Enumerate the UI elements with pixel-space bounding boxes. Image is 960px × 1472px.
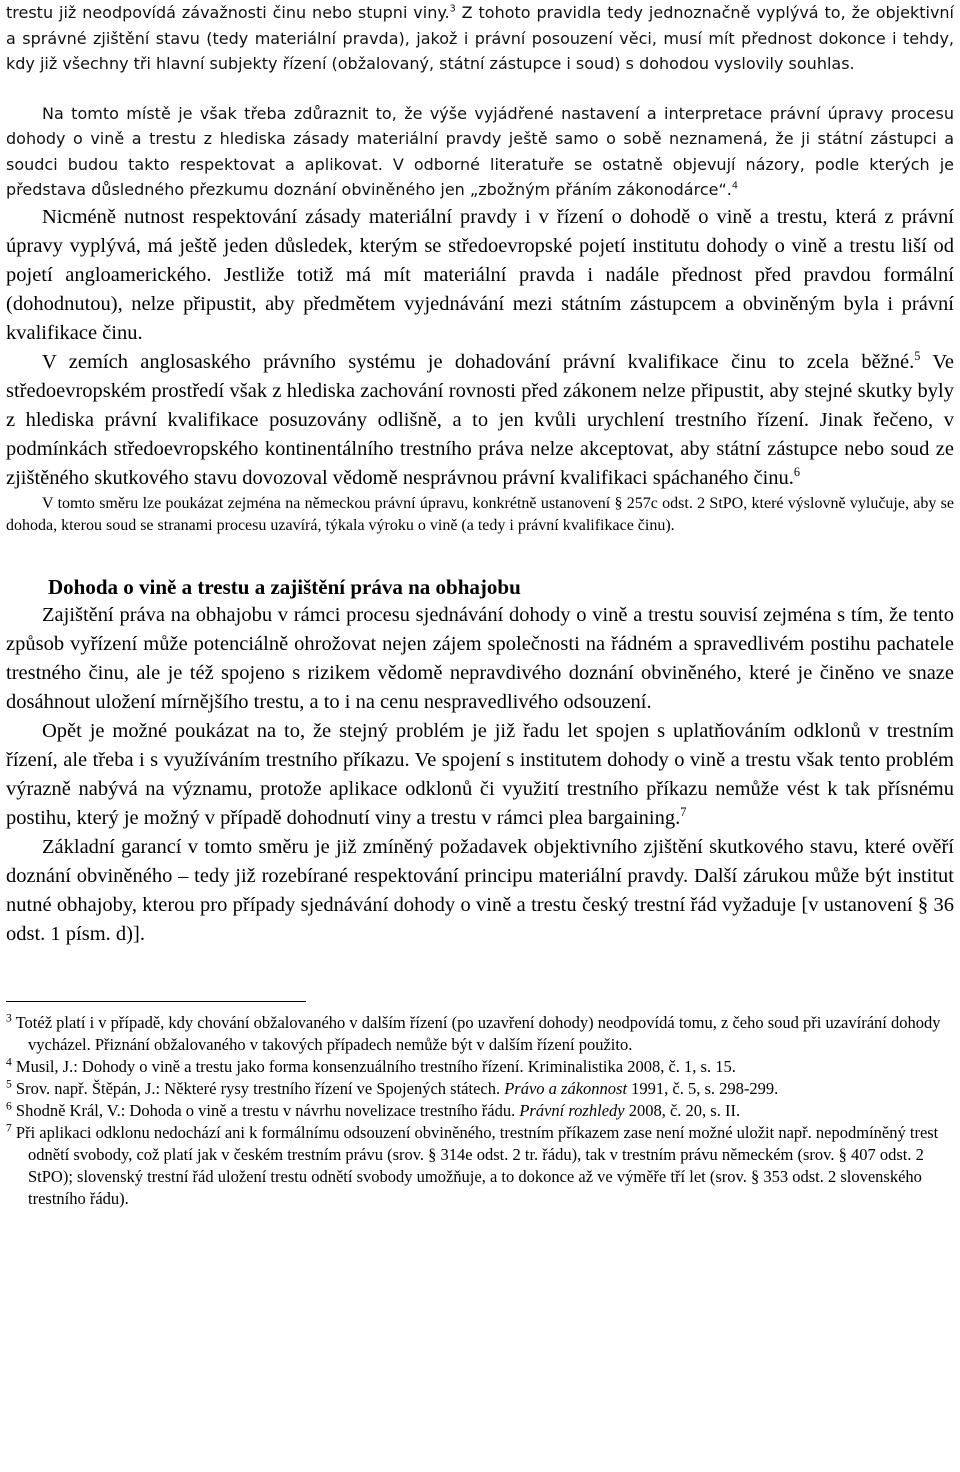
paragraph-8 bbox=[6, 833, 954, 949]
footnote-3 bbox=[6, 1012, 954, 1056]
footnote-text-end: 2008, č. 20, s. II. bbox=[624, 1100, 741, 1120]
paragraph-1-text-b: Z tohoto pravidla tedy jednoznačně vyplývá to, že objektivní a správné zjištění stavu (tedy materiální pravda), jakož i právní posouzení věci, musí mít přednost dokonce i tehdy, kdy již všechny tři hlavní subjekty řízení (obžalovaný, státní zástupce i soud) s dohodou vyslovily souhlas. bbox=[6, 3, 954, 73]
footnote-ref-5[interactable]: 5 bbox=[914, 348, 921, 363]
footnote-number: 7 bbox=[6, 1122, 12, 1134]
footnote-text: Srov. např. Štěpán, J.: Některé rysy trestního řízení ve Spojených státech. bbox=[15, 1078, 505, 1098]
footnote-ref-4[interactable]: 4 bbox=[731, 180, 738, 192]
paragraph-8-text: Základní garancí v tomto směru je již zmíněný požadavek objektivního zjištění skutkového stavu, které ověří doznání obviněného – tedy již rozebírané respektování principu materiální pravdy. Další zárukou může být institut nutné obhajoby, kterou pro případy sjednávání dohody o vině a trestu český trestní řád vyžaduje [v ustanovení § 36 odst. 1 písm. d)]. bbox=[6, 835, 954, 945]
paragraph-4 bbox=[6, 348, 954, 493]
document-page bbox=[6, 0, 954, 1210]
footnote-journal: Právní rozhledy bbox=[519, 1100, 625, 1120]
footnote-5 bbox=[6, 1078, 954, 1100]
footnote-number: 3 bbox=[6, 1012, 12, 1024]
footnote-text: Shodně Král, V.: Dohoda o vině a trestu v návrhu novelizace trestního řádu. bbox=[15, 1100, 520, 1120]
footnote-separator bbox=[6, 1001, 306, 1012]
paragraph-7 bbox=[6, 717, 954, 833]
paragraph-1-text-a: trestu již neodpovídá závažnosti činu nebo stupni viny. bbox=[6, 3, 450, 22]
footnote-ref-6[interactable]: 6 bbox=[793, 464, 801, 479]
paragraph-3-text: Nicméně nutnost respektování zásady materiální pravdy i v řízení o dohodě o vině a trestu, která z právní úpravy vyplývá, má ještě jeden důsledek, kterým se středoevropské pojetí institutu dohody o vině a trestu liší od pojetí angloamerického. Jestliže totiž má mít materiální pravda i nadále přednost před pravdou formální (dohodnutou), nelze připustit, aby předmětem vyjednávání mezi státním zástupcem a obviněným byla i právní kvalifikace činu. bbox=[6, 205, 954, 344]
footnote-6 bbox=[6, 1100, 954, 1122]
paragraph-6-text: Zajištění práva na obhajobu v rámci procesu sjednávání dohody o vině a trestu souvisí zejména s tím, že tento způsob vyřízení může potenciálně ohrožovat nejen zájem společnosti na řádném a spravedlivém postihu pachatele trestného činu, ale je též spojeno s rizikem vědomě nepravdivého doznání obviněného, které je činěno ve snaze dosáhnout uložení mírnějšího trestu, a to i na cenu nespravedlivého odsouzení. bbox=[6, 603, 954, 713]
paragraph-6 bbox=[6, 601, 954, 717]
footnote-ref-3[interactable]: 3 bbox=[449, 3, 456, 15]
paragraph-3 bbox=[6, 203, 954, 348]
paragraph-2 bbox=[6, 101, 954, 203]
footnote-number: 5 bbox=[6, 1078, 12, 1090]
footnote-7 bbox=[6, 1122, 954, 1210]
footnote-number: 6 bbox=[6, 1100, 12, 1112]
footnote-4 bbox=[6, 1056, 954, 1078]
paragraph-7-text: Opět je možné poukázat na to, že stejný problém je již řadu let spojen s uplatňováním odklonů v trestním řízení, ale třeba i s využíváním trestního příkazu. Ve spojení s institutem dohody o vině a trestu však tento problém výrazně nabývá na významu, protože aplikace odklonů či využití trestního příkazu nemůže vést k tak přísnému postihu, který je možný v případě dohodnutí viny a trestu v rámci plea bargaining. bbox=[6, 719, 954, 829]
footnote-text: Musil, J.: Dohody o vině a trestu jako forma konsenzuálního trestního řízení. Kriminalistika 2008, č. 1, s. 15. bbox=[15, 1056, 736, 1076]
paragraph-4-text-a: V zemích anglosaského právního systému je dohadování právní kvalifikace činu to zcela běžné. bbox=[42, 350, 915, 373]
paragraph-5 bbox=[6, 493, 954, 537]
paragraph-5-text: V tomto směru lze poukázat zejména na německou právní úpravu, konkrétně ustanovení § 257c odst. 2 StPO, které výslovně vylučuje, aby se dohoda, kterou soud se stranami procesu uzavírá, týkala výroku o vině (a tedy i právní kvalifikace činu). bbox=[6, 494, 954, 534]
footnote-journal: Právo a zákonnost bbox=[504, 1078, 628, 1098]
footnote-text-end: 1991, č. 5, s. 298-299. bbox=[627, 1078, 779, 1098]
paragraph-2-text: Na tomto místě je však třeba zdůraznit to, že výše vyjádřené nastavení a interpretace právní úpravy procesu dohody o vině a trestu z hlediska zásady materiální pravdy ještě samo o sobě neznamená, že ji státní zástupci a soudci budou takto respektovat a aplikovat. V odborné literatuře se ostatně objevují názory, podle kterých je představa důsledného přezkumu doznání obviněného jen „zbožným přáním zákonodárce“. bbox=[6, 103, 954, 199]
section-heading: Dohoda o vině a trestu a zajištění práva na obhajobu bbox=[48, 574, 521, 599]
paragraph-4-text-b: Ve středoevropském prostředí však z hlediska zachování rovnosti před zákonem nelze připustit, aby stejné skutky byly z hlediska právní kvalifikace posuzovány odlišně, a to jen kvůli urychlení trestního řízení. Jinak řečeno, v podmínkách středoevropského kontinentálního trestního práva nelze akceptovat, aby státní zástupce nebo soud ze zjištěného skutkového stavu dovozoval vědomě nesprávnou právní kvalifikaci spáchaného činu. bbox=[6, 350, 954, 489]
footnote-number: 4 bbox=[6, 1056, 12, 1068]
footnote-ref-7[interactable]: 7 bbox=[680, 804, 687, 819]
footnote-text: Totéž platí i v případě, kdy chování obžalovaného v dalším řízení (po uzavření dohody) neodpovídá tomu, z čeho soud při uzavírání dohody vycházel. Přiznání obžalovaného v takových případech nemůže být v dalším řízení použito. bbox=[15, 1012, 941, 1054]
paragraph-1 bbox=[6, 0, 954, 77]
footnote-text: Při aplikaci odklonu nedochází ani k formálnímu odsouzení obviněného, trestním příkazem zase není možné uložit např. nepodmíněný trest odnětí svobody, což platí jak v českém trestním právu (srov. § 314e odst. 2 tr. řádu), tak v trestním právu německém (srov. § 407 odst. 2 StPO); slovenský trestní řád uložení trestu odnětí svobody umožňuje, a to dokonce až ve výměře tří let (srov. § 353 odst. 2 slovenského trestního řádu). bbox=[15, 1122, 939, 1208]
